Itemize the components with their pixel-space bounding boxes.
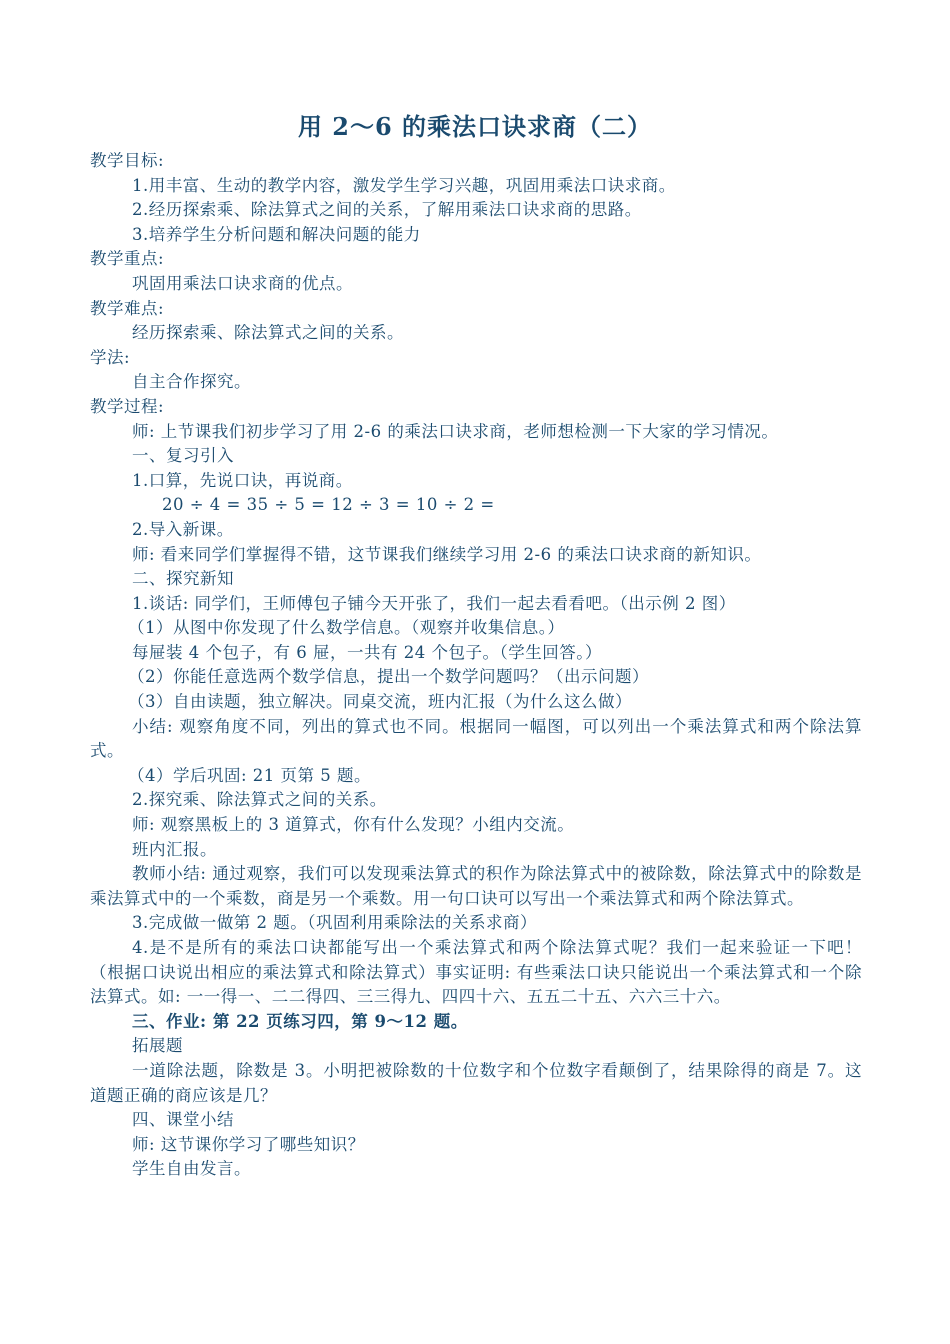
process-line: 师: 这节课你学习了哪些知识？ xyxy=(132,1134,365,1154)
extension-heading: 拓展题 xyxy=(132,1036,183,1056)
section-heading-difficulties: 教学难点: xyxy=(90,298,165,318)
objective-item: 3.培养学生分析问题和解决问题的能力 xyxy=(132,224,421,244)
process-line: （1）从图中你发现了什么数学信息。（观察并收集信息。） xyxy=(128,618,565,638)
homework-line: 三、作业: 第 22 页练习四，第 9～12 题。 xyxy=(132,1011,468,1031)
document-body xyxy=(90,149,862,1182)
process-paragraph: 小结: 观察角度不同，列出的算式也不同。根据同一幅图，可以列出一个乘法算式和两个除法算式。 xyxy=(90,716,862,761)
process-line: 1.口算，先说口诀，再说商。 xyxy=(132,470,353,490)
process-line: 师: 上节课我们初步学习了用 2-6 的乘法口诀求商，老师想检测一下大家的学习情况。 xyxy=(132,421,779,441)
process-line: 班内汇报。 xyxy=(132,839,217,859)
objective-item: 2.经历探索乘、除法算式之间的关系，了解用乘法口诀求商的思路。 xyxy=(132,200,642,220)
process-line: 2.导入新课。 xyxy=(132,519,234,539)
process-line: （3）自由读题，独立解决。同桌交流，班内汇报（为什么这么做） xyxy=(128,692,632,712)
process-line: 师: 观察黑板上的 3 道算式，你有什么发现？小组内交流。 xyxy=(132,815,575,835)
section-heading-method: 学法: xyxy=(90,347,131,367)
process-line: 每屉装 4 个包子，有 6 屉，一共有 24 个包子。（学生回答。） xyxy=(132,642,602,662)
process-line: （2）你能任意选两个数学信息，提出一个数学问题吗？（出示问题） xyxy=(128,667,649,687)
objective-item: 1.用丰富、生动的教学内容，激发学生学习兴趣，巩固用乘法口诀求商。 xyxy=(132,175,676,195)
process-subheading: 四、课堂小结 xyxy=(132,1110,234,1130)
section-heading-objectives: 教学目标: xyxy=(90,151,165,170)
process-line: 2.探究乘、除法算式之间的关系。 xyxy=(132,790,387,810)
key-point-text: 巩固用乘法口诀求商的优点。 xyxy=(132,273,353,293)
difficulty-text: 经历探索乘、除法算式之间的关系。 xyxy=(132,323,404,343)
process-line: （4）学后巩固: 21 页第 5 题。 xyxy=(128,765,372,785)
document-title: 用 2～6 的乘法口诀求商（二） xyxy=(297,112,653,141)
extension-problem: 一道除法题，除数是 3。小明把被除数的十位数字和个位数字看颠倒了，结果除得的商是 7。这道题正确的商应该是几？ xyxy=(90,1060,862,1105)
section-heading-process: 教学过程: xyxy=(90,396,165,416)
method-text: 自主合作探究。 xyxy=(132,372,251,392)
process-line: 1.谈话: 同学们，王师傅包子铺今天开张了，我们一起去看看吧。（出示例 2 图） xyxy=(132,593,736,613)
process-line: 学生自由发言。 xyxy=(132,1159,251,1179)
oral-arithmetic-problems: 20 ÷ 4 = 35 ÷ 5 = 12 ÷ 3 = 10 ÷ 2 = xyxy=(162,495,495,515)
process-subheading: 二、探究新知 xyxy=(132,569,234,589)
section-heading-key-points: 教学重点: xyxy=(90,249,165,269)
process-line: 3.完成做一做第 2 题。（巩固利用乘除法的关系求商） xyxy=(132,913,537,933)
process-line: 师: 看来同学们掌握得不错，这节课我们继续学习用 2-6 的乘法口诀求商的新知识。 xyxy=(132,544,762,564)
process-paragraph: 教师小结: 通过观察，我们可以发现乘法算式的积作为除法算式中的被除数，除法算式中的除数是乘法算式中的一个乘数，商是另一个乘数。用一句口诀可以写出一个乘法算式和两个除法算式。 xyxy=(90,864,862,908)
process-subheading: 一、复习引入 xyxy=(132,446,234,466)
process-paragraph: 4.是不是所有的乘法口诀都能写出一个乘法算式和两个除法算式呢？我们一起来验证一下吧！（根据口诀说出相应的乘法算式和除法算式）事实证明: 有些乘法口诀只能说出一个乘法算式和一个除法算式。如: 一一得一、二二得四、三三得九、四四十六、五五二十五、六六三十六。 xyxy=(90,938,862,1007)
